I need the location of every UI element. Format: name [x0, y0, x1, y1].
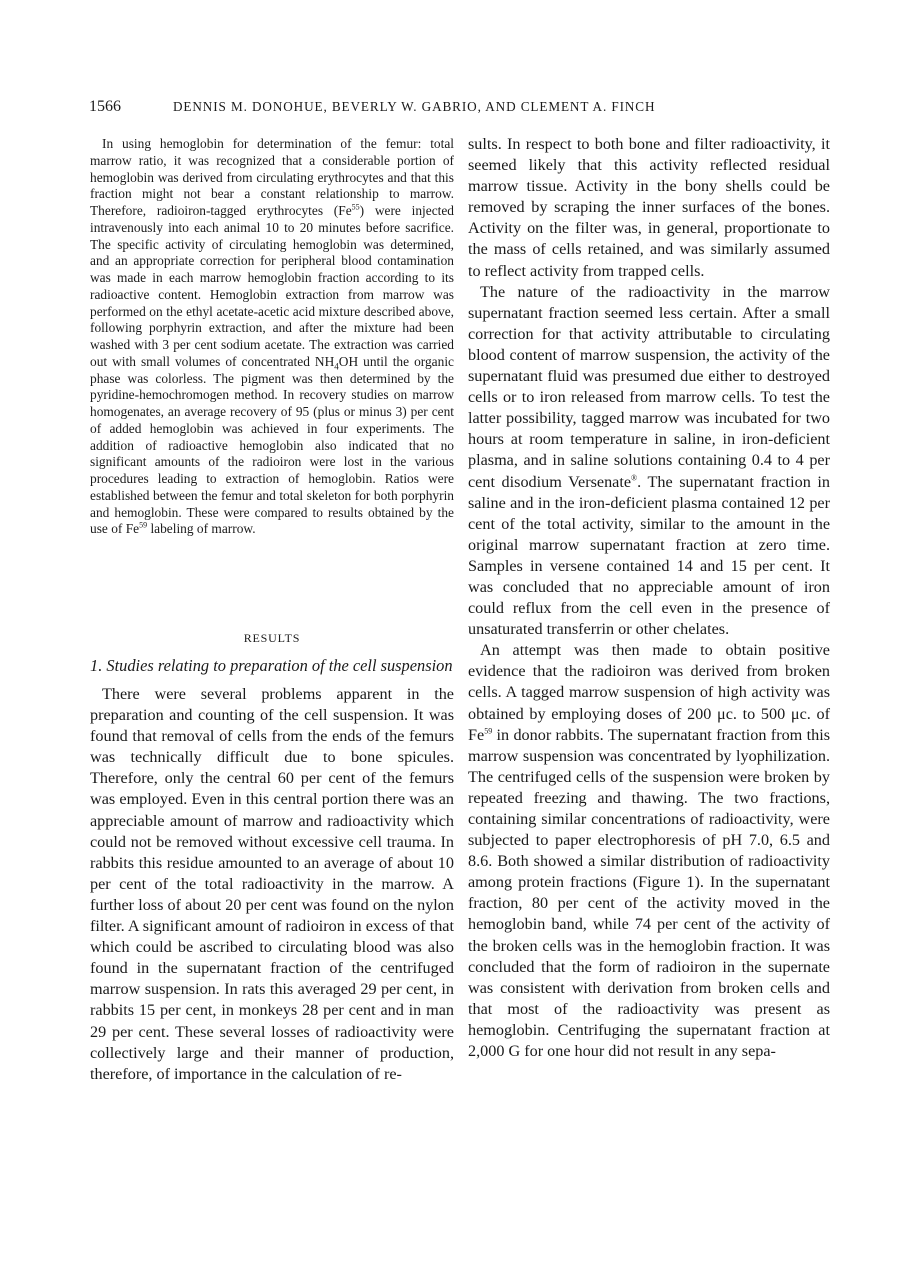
page-header	[89, 98, 829, 120]
isotope-superscript: 59	[484, 726, 493, 736]
section-heading-results: RESULTS	[243, 631, 301, 645]
text-run: OH until the organic phase was colorless. The pigment was then determined by the pyridine-hemochromogen method. In recovery studies on marrow homogenates, an average recovery of 95 (plus or minus 3) per cent of added hemoglobin was achieved in four experiments. The addition of radioactive hemoglobin also indicated that no significant amounts of the radioiron were lost in the various procedures leading to extraction of hemoglobin. Ratios were established between the femur and total skeleton for both porphyrin and hemoglobin. These were compared to results obtained by the use of Fe	[90, 353, 454, 537]
running-head-authors: DENNIS M. DONOHUE, BEVERLY W. GABRIO, AND CLEMENT A. FINCH	[173, 99, 656, 114]
isotope-superscript: 59	[139, 520, 148, 530]
text-run: in donor rabbits. The supernatant fraction from this marrow suspension was concentrated by lyophilization. The centrifuged cells of the suspension were broken by repeated freezing and thawing. The two fractions, containing similar concentrations of radioactivity, were subjected to paper electrophoresis of pH 7.0, 6.5 and 8.6. Both showed a similar distribution of radioactivity among protein fractions (Figure 1). In the supernatant fraction, 80 per cent of the activity moved in the hemoglobin band, while 74 per cent of the activity of the broken cells was in the hemoglobin fraction. It was concluded that the form of radioiron in the supernate was consistent with derivation from broken cells and that most of the radioactivity was present as hemoglobin. Centrifuging the supernatant fraction at 2,000 G for one hour did not result in any sepa-	[468, 725, 830, 1061]
text-run: In using hemoglobin for determination of the femur: total marrow ratio, it was recognized that a considerable portion of hemoglobin was derived from circulating erythrocytes and that this fraction might not bear a constant relationship to marrow. Therefore, radioiron-tagged erythrocytes (Fe	[90, 136, 454, 218]
chemical-subscript: 4	[334, 361, 339, 372]
results-section	[90, 631, 454, 1085]
paragraph-hemoglobin-method	[90, 136, 454, 538]
text-run: labeling of marrow.	[147, 521, 256, 537]
text-run: ) were injected intravenously into each animal 10 to 20 minutes before sacrifice. The specific activity of circulating hemoglobin was determined, and an appropriate correction for peripheral blood contamination was made in each marrow hemoglobin fraction according to its radioactive content. Hemoglobin extraction from marrow was performed on the ethyl acetate-acetic acid mixture described above, following porphyrin extraction, and after the mixture had been washed with 3 per cent sodium acetate. The extraction was carried out with small volumes of concentrated NH	[90, 203, 454, 369]
text-run: An attempt was then made to obtain positive evidence that the radioiron was derived from broken cells. A tagged marrow suspension of high activity was obtained by employing doses of 200 μc. to 500 μc. of Fe	[468, 641, 830, 744]
paragraph-cell-suspension-problems: There were several problems apparent in the preparation and counting of the cell suspension. It was found that removal of cells from the ends of the femurs was technically difficult due to bone spicules. Therefore, only the central 60 per cent of the femurs was employed. Even in this central portion there was an appreciable amount of marrow and radioactivity which could not be removed without excessive cell trauma. In rabbits this residue amounted to an average of about 10 per cent of the total radioactivity in the marrow. A further loss of about 20 per cent was found on the nylon filter. A significant amount of radioiron in excess of that which could be ascribed to circulating blood was also found in the supernatant fraction of the centrifuged marrow suspension. In rats this averaged 29 per cent, in rabbits 15 per cent, in monkeys 28 per cent and in man 29 per cent. These several losses of radioactivity were collectively large and their manner of production, therefore, of importance in the calculation of re-	[90, 685, 454, 1083]
paragraph-supernatant-nature	[468, 282, 830, 641]
isotope-superscript: 55	[351, 202, 360, 212]
registered-mark: ®	[631, 473, 638, 483]
right-column	[468, 134, 830, 1062]
subsection-heading: 1. Studies relating to preparation of the cell suspension	[90, 656, 453, 675]
paragraph-bone-filter-activity: sults. In respect to both bone and filter radioactivity, it seemed likely that this activity reflected residual marrow tissue. Activity in the bony shells could be removed by scraping the inner surfaces of the bones. Activity on the filter was, in general, proportionate to the mass of cells retained, and was similarly assumed to reflect activity from trapped cells.	[468, 135, 830, 280]
text-run: . The supernatant fraction in saline and in the iron-deficient plasma contained 12 per cent of the total activity, similar to the amount in the original marrow supernatant fraction at zero time. Samples in versene contained 14 and 15 per cent. It was concluded that no appreciable amount of iron could reflux from the cell even in the presence of unsaturated transferrin or other chelates.	[468, 472, 830, 639]
paragraph-broken-cells-evidence	[468, 640, 830, 1062]
text-run: The nature of the radioactivity in the marrow supernatant fraction seemed less certain. After a small correction for that activity attributable to circulating blood content of marrow suspension, the activity of the supernatant fluid was presumed due either to destroyed cells or to iron released from marrow cells. To test the latter possibility, tagged marrow was incubated for two hours at room temperature in saline, in iron-deficient plasma, and in saline solutions containing 0.4 to 4 per cent disodium Versenate	[468, 282, 830, 491]
page-number: 1566	[89, 98, 121, 115]
left-column	[90, 136, 454, 538]
